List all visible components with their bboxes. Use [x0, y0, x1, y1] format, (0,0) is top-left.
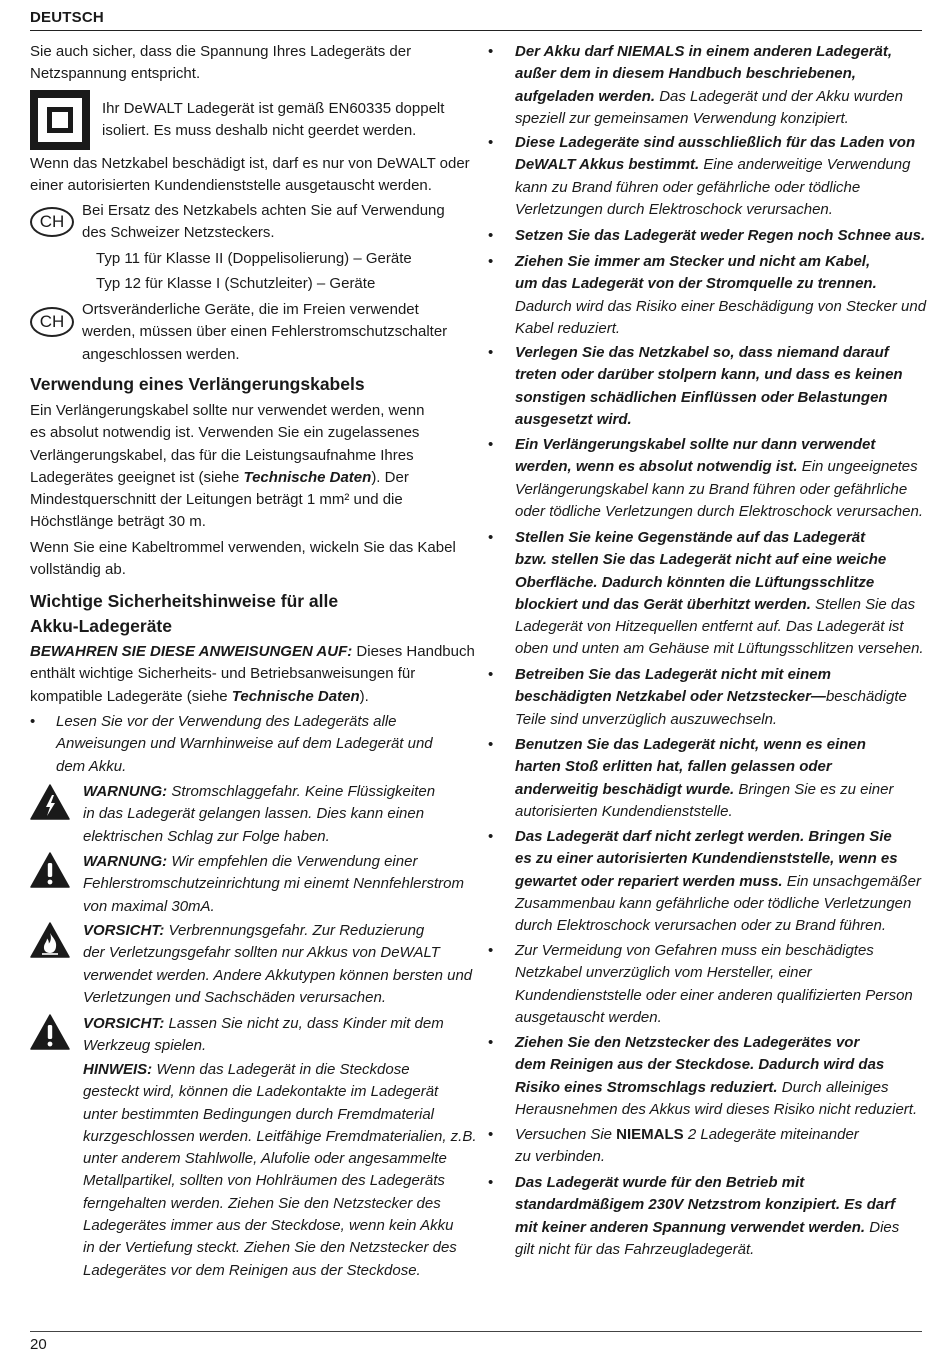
warning-label: WARNUNG:	[83, 783, 168, 800]
text-line: Zusammenbau kann gefährliche oder tödliche Verletzungen	[515, 894, 912, 912]
text-line: Bei Ersatz des Netzkabels achten Sie auf Verwendung	[82, 202, 445, 219]
text-line: um das Ladegerät von der Stromquelle zu trennen.	[515, 275, 877, 293]
text-line: Lesen Sie vor der Verwendung des Ladegeräts alle	[56, 713, 397, 730]
text-line: Teile sind unverzüglich auszuwechseln.	[515, 710, 778, 728]
text-span: Eine anderweitige Verwendung	[699, 156, 911, 174]
technical-data-reference: Technische Daten	[243, 468, 372, 486]
text-line	[515, 1077, 917, 1099]
text-line: Zur Vermeidung von Gefahren muss ein beschädigtes	[515, 942, 874, 959]
safety-item-unplug-cleaning	[515, 1032, 917, 1121]
language-header: DEUTSCH	[30, 9, 104, 26]
caution-label: VORSICHT:	[83, 922, 165, 939]
text-line: Verlängerungskabel kann zu Brand führen oder gefährliche	[515, 480, 908, 498]
bullet-marker: •	[488, 529, 494, 546]
electric-shock-warning-icon	[30, 784, 70, 820]
header-rule	[30, 30, 922, 31]
page-number: 20	[30, 1336, 47, 1353]
text-line	[83, 1013, 444, 1035]
text-line: Betreiben Sie das Ladegerät nicht mit einem	[515, 666, 831, 683]
text-line: Ladegerät von Hitzequellen entfernt auf. Das Ladegerät ist	[515, 618, 904, 636]
text-span: anderweitig beschädigt wurde.	[515, 780, 735, 798]
save-instructions-paragraph	[30, 641, 475, 708]
text-span: Lassen Sie nicht zu, dass Kinder mit dem	[164, 1015, 444, 1032]
bullet-marker: •	[488, 344, 494, 361]
text-line	[83, 1059, 477, 1081]
text-line: werden, müssen über einen Fehlerstromschutzschalter	[82, 323, 448, 341]
text-span: Dies	[865, 1218, 900, 1236]
ch-outdoor-text	[82, 299, 447, 366]
text-line: kurzgeschlossen werden. Leitfähige Fremdmaterialien, z.B.	[83, 1127, 477, 1145]
text-line: Ortsveränderliche Geräte, die im Freien verwendet	[82, 301, 419, 318]
text-span: Ladegerätes geeignet ist (siehe	[30, 468, 244, 486]
text-line: Ziehen Sie den Netzstecker des Ladegerätes vor	[515, 1034, 860, 1051]
text-line	[30, 686, 475, 708]
text-line: bzw. stellen Sie das Ladegerät nicht auf eine weiche	[515, 551, 887, 569]
safety-item-voltage	[515, 1172, 899, 1261]
text-span: Stromschlaggefahr. Keine Flüssigkeiten	[167, 783, 436, 800]
text-span: 2 Ladegeräte miteinander	[683, 1126, 859, 1143]
text-line: es absolut notwendig ist. Verwenden Sie ein zugelassenes	[30, 424, 420, 442]
text-line	[83, 781, 435, 803]
text-line: Ein Verlängerungskabel sollte nur verwendet werden, wenn	[30, 402, 425, 419]
warning-label: WARNUNG:	[83, 853, 168, 870]
text-span: Risiko eines Stromschlags reduziert.	[515, 1078, 778, 1096]
safety-item-impact	[515, 734, 893, 823]
safety-item-cable-routing	[515, 342, 903, 431]
bullet-marker: •	[30, 713, 36, 730]
text-line: in der Vertiefung steckt. Ziehen Sie den Netzstecker des	[83, 1239, 457, 1257]
safety-item-disassembly	[515, 826, 921, 937]
caution-label: VORSICHT:	[83, 1015, 165, 1032]
text-line: angeschlossen werden.	[82, 345, 240, 363]
cable-damaged-paragraph	[30, 153, 470, 198]
ch-badge-icon: CH	[30, 207, 74, 237]
text-line: ausgetauscht werden.	[515, 1008, 662, 1026]
text-line: Verlegen Sie das Netzkabel so, dass niemand darauf	[515, 344, 889, 361]
text-line	[83, 851, 464, 873]
text-line: autorisierten Kundendienststelle.	[515, 802, 733, 820]
text-line: oben und unten am Gehäuse mit Lüftungsschlitzen versehen.	[515, 640, 924, 658]
text-line	[515, 456, 923, 478]
text-span: beschädigten Netzkabel oder Netzstecker—	[515, 688, 826, 706]
text-line: Typ 11 für Klasse II (Doppelisolierung) – Geräte	[96, 250, 412, 267]
bullet-marker: •	[488, 666, 494, 683]
extension-cord-heading: Verwendung eines Verlängerungskabels	[30, 374, 365, 394]
text-line: Das Ladegerät wurde für den Betrieb mit	[515, 1174, 805, 1191]
text-line: standardmäßigem 230V Netzstrom konzipiert. Es darf	[515, 1196, 896, 1214]
text-line: Werkzeug spielen.	[83, 1037, 207, 1055]
bullet-marker: •	[488, 436, 494, 453]
text-line: gilt nicht für das Fahrzeugladegerät.	[515, 1240, 755, 1258]
warning-shock-text	[83, 781, 435, 848]
safety-item-ventilation	[515, 527, 924, 661]
text-line: Setzen Sie das Ladegerät weder Regen noch Schnee aus.	[515, 227, 926, 244]
text-span: Stellen Sie das	[810, 595, 916, 613]
safety-item-cord-replacement	[515, 940, 913, 1029]
text-line: Sie auch sicher, dass die Spannung Ihres Ladegeräts der	[30, 43, 412, 60]
notice-label: HINWEIS:	[83, 1061, 153, 1078]
text-line: dem Reinigen aus der Steckdose. Dadurch wird das	[515, 1056, 885, 1074]
text-span: Wir empfehlen die Verwendung einer	[167, 853, 418, 870]
warning-rcd-text	[83, 851, 464, 918]
text-line: zu verbinden.	[515, 1148, 606, 1166]
text-line: Wenn Sie eine Kabeltrommel verwenden, wickeln Sie das Kabel	[30, 539, 456, 556]
text-line: Der Akku darf NIEMALS in einem anderen Ladegerät,	[515, 43, 893, 60]
text-line: Dadurch wird das Risiko einer Beschädigung von Stecker und	[515, 297, 927, 315]
text-span: NIEMALS	[616, 1126, 684, 1143]
text-line: des Schweizer Netzsteckers.	[82, 224, 275, 242]
text-line: Wichtige Sicherheitshinweise für alle	[30, 591, 339, 611]
text-line: der Verletzungsgefahr sollten nur Akkus von DeWALT	[83, 944, 440, 962]
read-instructions-item	[56, 711, 433, 778]
text-span: kompatible Ladegeräte (siehe	[30, 687, 232, 705]
text-line	[515, 154, 915, 176]
safety-item-connect-chargers	[515, 1124, 859, 1169]
bullet-marker: •	[488, 253, 494, 270]
text-line: in das Ladegerät gelangen lassen. Dies kann einen	[83, 805, 425, 823]
text-line: Ihr DeWALT Ladegerät ist gemäß EN60335 doppelt	[102, 100, 445, 117]
text-line: treten oder darüber stolpern kann, und dass es keinen	[515, 366, 903, 384]
ch-plug-text	[82, 200, 445, 245]
bullet-marker: •	[488, 1126, 494, 1143]
text-line: Kundendienststelle oder einer anderen qualifizierten Person	[515, 986, 913, 1004]
text-line: Diese Ladegeräte sind ausschließlich für das Laden von	[515, 134, 916, 151]
text-line: Kabel reduziert.	[515, 319, 621, 337]
warning-triangle-icon	[30, 1014, 70, 1050]
text-line: Wenn das Netzkabel beschädigt ist, darf es nur von DeWALT oder	[30, 155, 470, 172]
text-line: Ein Verlängerungskabel sollte nur dann verwendet	[515, 436, 876, 453]
bullet-marker: •	[488, 1174, 494, 1191]
text-line: Verlängerungskabel, das für die Leistungsaufnahme Ihres	[30, 446, 414, 464]
text-span: Ein ungeeignetes	[797, 458, 918, 476]
text-line: es zu einer autorisierten Kundendienststelle, wenn es	[515, 850, 898, 868]
safety-item-rain	[515, 225, 925, 247]
ch-badge-icon: CH	[30, 307, 74, 337]
bullet-marker: •	[488, 736, 494, 753]
text-line	[515, 686, 907, 708]
text-line: Stellen Sie keine Gegenstände auf das Ladegerät	[515, 529, 866, 546]
text-span: Ein unsachgemäßer	[782, 872, 921, 890]
text-span: Verbrennungsgefahr. Zur Reduzierung	[164, 922, 425, 939]
text-line: Typ 12 für Klasse I (Schutzleiter) – Geräte	[96, 275, 376, 293]
plug-type-list	[96, 248, 412, 296]
text-line	[515, 1124, 859, 1146]
text-line: Mindestquerschnitt der Leitungen beträgt 1 mm² und die	[30, 491, 403, 509]
text-line: isoliert. Es muss deshalb nicht geerdet werden.	[102, 122, 417, 140]
text-line: Metallpartikel, sollten von Hohlräumen des Ladegeräts	[83, 1172, 445, 1190]
text-span: Dieses Handbuch	[352, 643, 475, 660]
text-line: Ladegerätes vor dem Reinigen aus der Steckdose.	[83, 1261, 421, 1279]
text-span: Durch alleiniges	[777, 1078, 889, 1096]
text-line: ferngehalten werden. Ziehen Sie den Netzstecker des	[83, 1194, 441, 1212]
text-line: sonstigen schädlichen Einflüssen oder Belastungen	[515, 388, 888, 406]
intro-paragraph	[30, 41, 470, 86]
text-line: verwendet werden. Andere Akkutypen können bersten und	[83, 966, 473, 984]
caution-children-text	[83, 1013, 444, 1058]
bullet-marker: •	[488, 134, 494, 151]
text-line: unter bestimmten Bedingungen durch Fremdmaterial	[83, 1105, 435, 1123]
technical-data-reference: Technische Daten	[231, 687, 360, 705]
text-line	[30, 467, 424, 489]
cable-drum-paragraph	[30, 537, 456, 582]
text-line: oder tödliche Verletzungen durch Elektroschock verursachen.	[515, 502, 924, 520]
text-line: enthält wichtige Sicherheits- und Betriebsanweisungen für	[30, 665, 416, 683]
text-span: werden, wenn es absolut notwendig ist.	[515, 458, 798, 476]
text-line: Höchstlänge beträgt 30 m.	[30, 513, 206, 531]
text-line: außer dem in diesem Handbuch beschriebenen,	[515, 65, 856, 83]
text-line	[515, 1217, 899, 1239]
text-line: gesteckt wird, können die Ladekontakte im Ladegerät	[83, 1083, 439, 1101]
text-line	[83, 920, 472, 942]
text-line: dem Akku.	[56, 757, 127, 775]
text-line: von maximal 30mA.	[83, 897, 215, 915]
safety-item-extension-cord	[515, 434, 923, 523]
text-line: Ladegerätes immer aus der Steckdose, wenn kein Akku	[83, 1217, 454, 1235]
text-span: BEWAHREN SIE DIESE ANWEISUNGEN AUF:	[30, 643, 353, 660]
text-line: einer autorisierten Kundendienststelle ausgetauscht werden.	[30, 177, 432, 195]
text-line: Anweisungen und Warnhinweise auf dem Ladegerät und	[56, 735, 433, 753]
text-line: unter anderem Stahlwolle, Alufolie oder angesammelte	[83, 1150, 447, 1168]
text-span: aufgeladen werden.	[515, 87, 656, 105]
text-line: Netzkabel unverzüglich vom Hersteller, einer	[515, 964, 812, 982]
text-line	[515, 779, 893, 801]
text-span: ). Der	[371, 468, 409, 486]
text-span: gewartet oder repariert werden muss.	[515, 872, 783, 890]
text-line: Benutzen Sie das Ladegerät nicht, wenn es einen	[515, 736, 866, 753]
text-span: blockiert und das Gerät überhitzt werden.	[515, 595, 811, 613]
text-line: Verletzungen und Sachschäden verursachen.	[83, 988, 386, 1006]
bullet-marker: •	[488, 1034, 494, 1051]
extension-cord-paragraph	[30, 400, 424, 534]
text-line: elektrischen Schlag zur Folge haben.	[83, 827, 330, 845]
text-line: Fehlerstromschutzeinrichtung mi einemt Nennfehlerstrom	[83, 875, 464, 893]
text-line	[30, 641, 475, 663]
text-line: speziell zur gemeinsamen Verwendung konzipiert.	[515, 109, 849, 127]
text-line	[515, 871, 921, 893]
text-span: mit keiner anderen Spannung verwendet werden.	[515, 1218, 866, 1236]
text-span: Wenn das Ladegerät in die Steckdose	[152, 1061, 410, 1078]
bullet-marker: •	[488, 43, 494, 60]
text-span: ).	[359, 687, 369, 705]
footer-rule	[30, 1331, 922, 1332]
safety-item-damaged-cord	[515, 664, 907, 731]
fire-warning-icon	[30, 922, 70, 958]
text-span: Versuchen Sie	[515, 1126, 617, 1143]
safety-heading	[30, 589, 338, 639]
text-line: ausgesetzt wird.	[515, 410, 632, 428]
text-span: DeWALT Akkus bestimmt.	[515, 156, 700, 174]
bullet-marker: •	[488, 227, 494, 244]
caution-burn-text	[83, 920, 472, 1009]
safety-item-other-charger	[515, 41, 903, 130]
text-span: Das Ladegerät und der Akku wurden	[655, 87, 903, 105]
text-line: Ziehen Sie immer am Stecker und nicht am Kabel,	[515, 253, 871, 270]
safety-item-dewalt-only	[515, 132, 915, 221]
text-line: durch Elektroschock verursachen oder zu Brand führen.	[515, 917, 887, 935]
text-line: Herausnehmen des Akkus wird dieses Risiko nicht reduziert.	[515, 1100, 918, 1118]
double-insulation-icon	[30, 90, 90, 150]
text-line: vollständig ab.	[30, 561, 126, 579]
text-line: harten Stoß erlitten hat, fallen gelassen oder	[515, 758, 832, 776]
text-line: Oberfläche. Dadurch könnten die Lüftungsschlitze	[515, 573, 875, 591]
text-line: kann zu Brand führen oder gefährliche oder tödliche	[515, 178, 861, 196]
text-line: Netzspannung entspricht.	[30, 65, 201, 83]
bullet-marker: •	[488, 828, 494, 845]
text-line: Akku-Ladegeräte	[30, 616, 172, 636]
text-line: Verletzungen durch Elektroschock verursachen.	[515, 200, 833, 218]
text-span: Bringen Sie es zu einer	[734, 780, 894, 798]
double-insulation-text	[102, 98, 444, 143]
notice-text	[83, 1059, 477, 1282]
text-line	[515, 86, 903, 108]
text-span: beschädigte	[825, 688, 907, 706]
safety-item-plug	[515, 251, 926, 340]
text-line	[515, 594, 924, 616]
text-line: Das Ladegerät darf nicht zerlegt werden. Bringen Sie	[515, 828, 892, 845]
warning-triangle-icon	[30, 852, 70, 888]
bullet-marker: •	[488, 942, 494, 959]
